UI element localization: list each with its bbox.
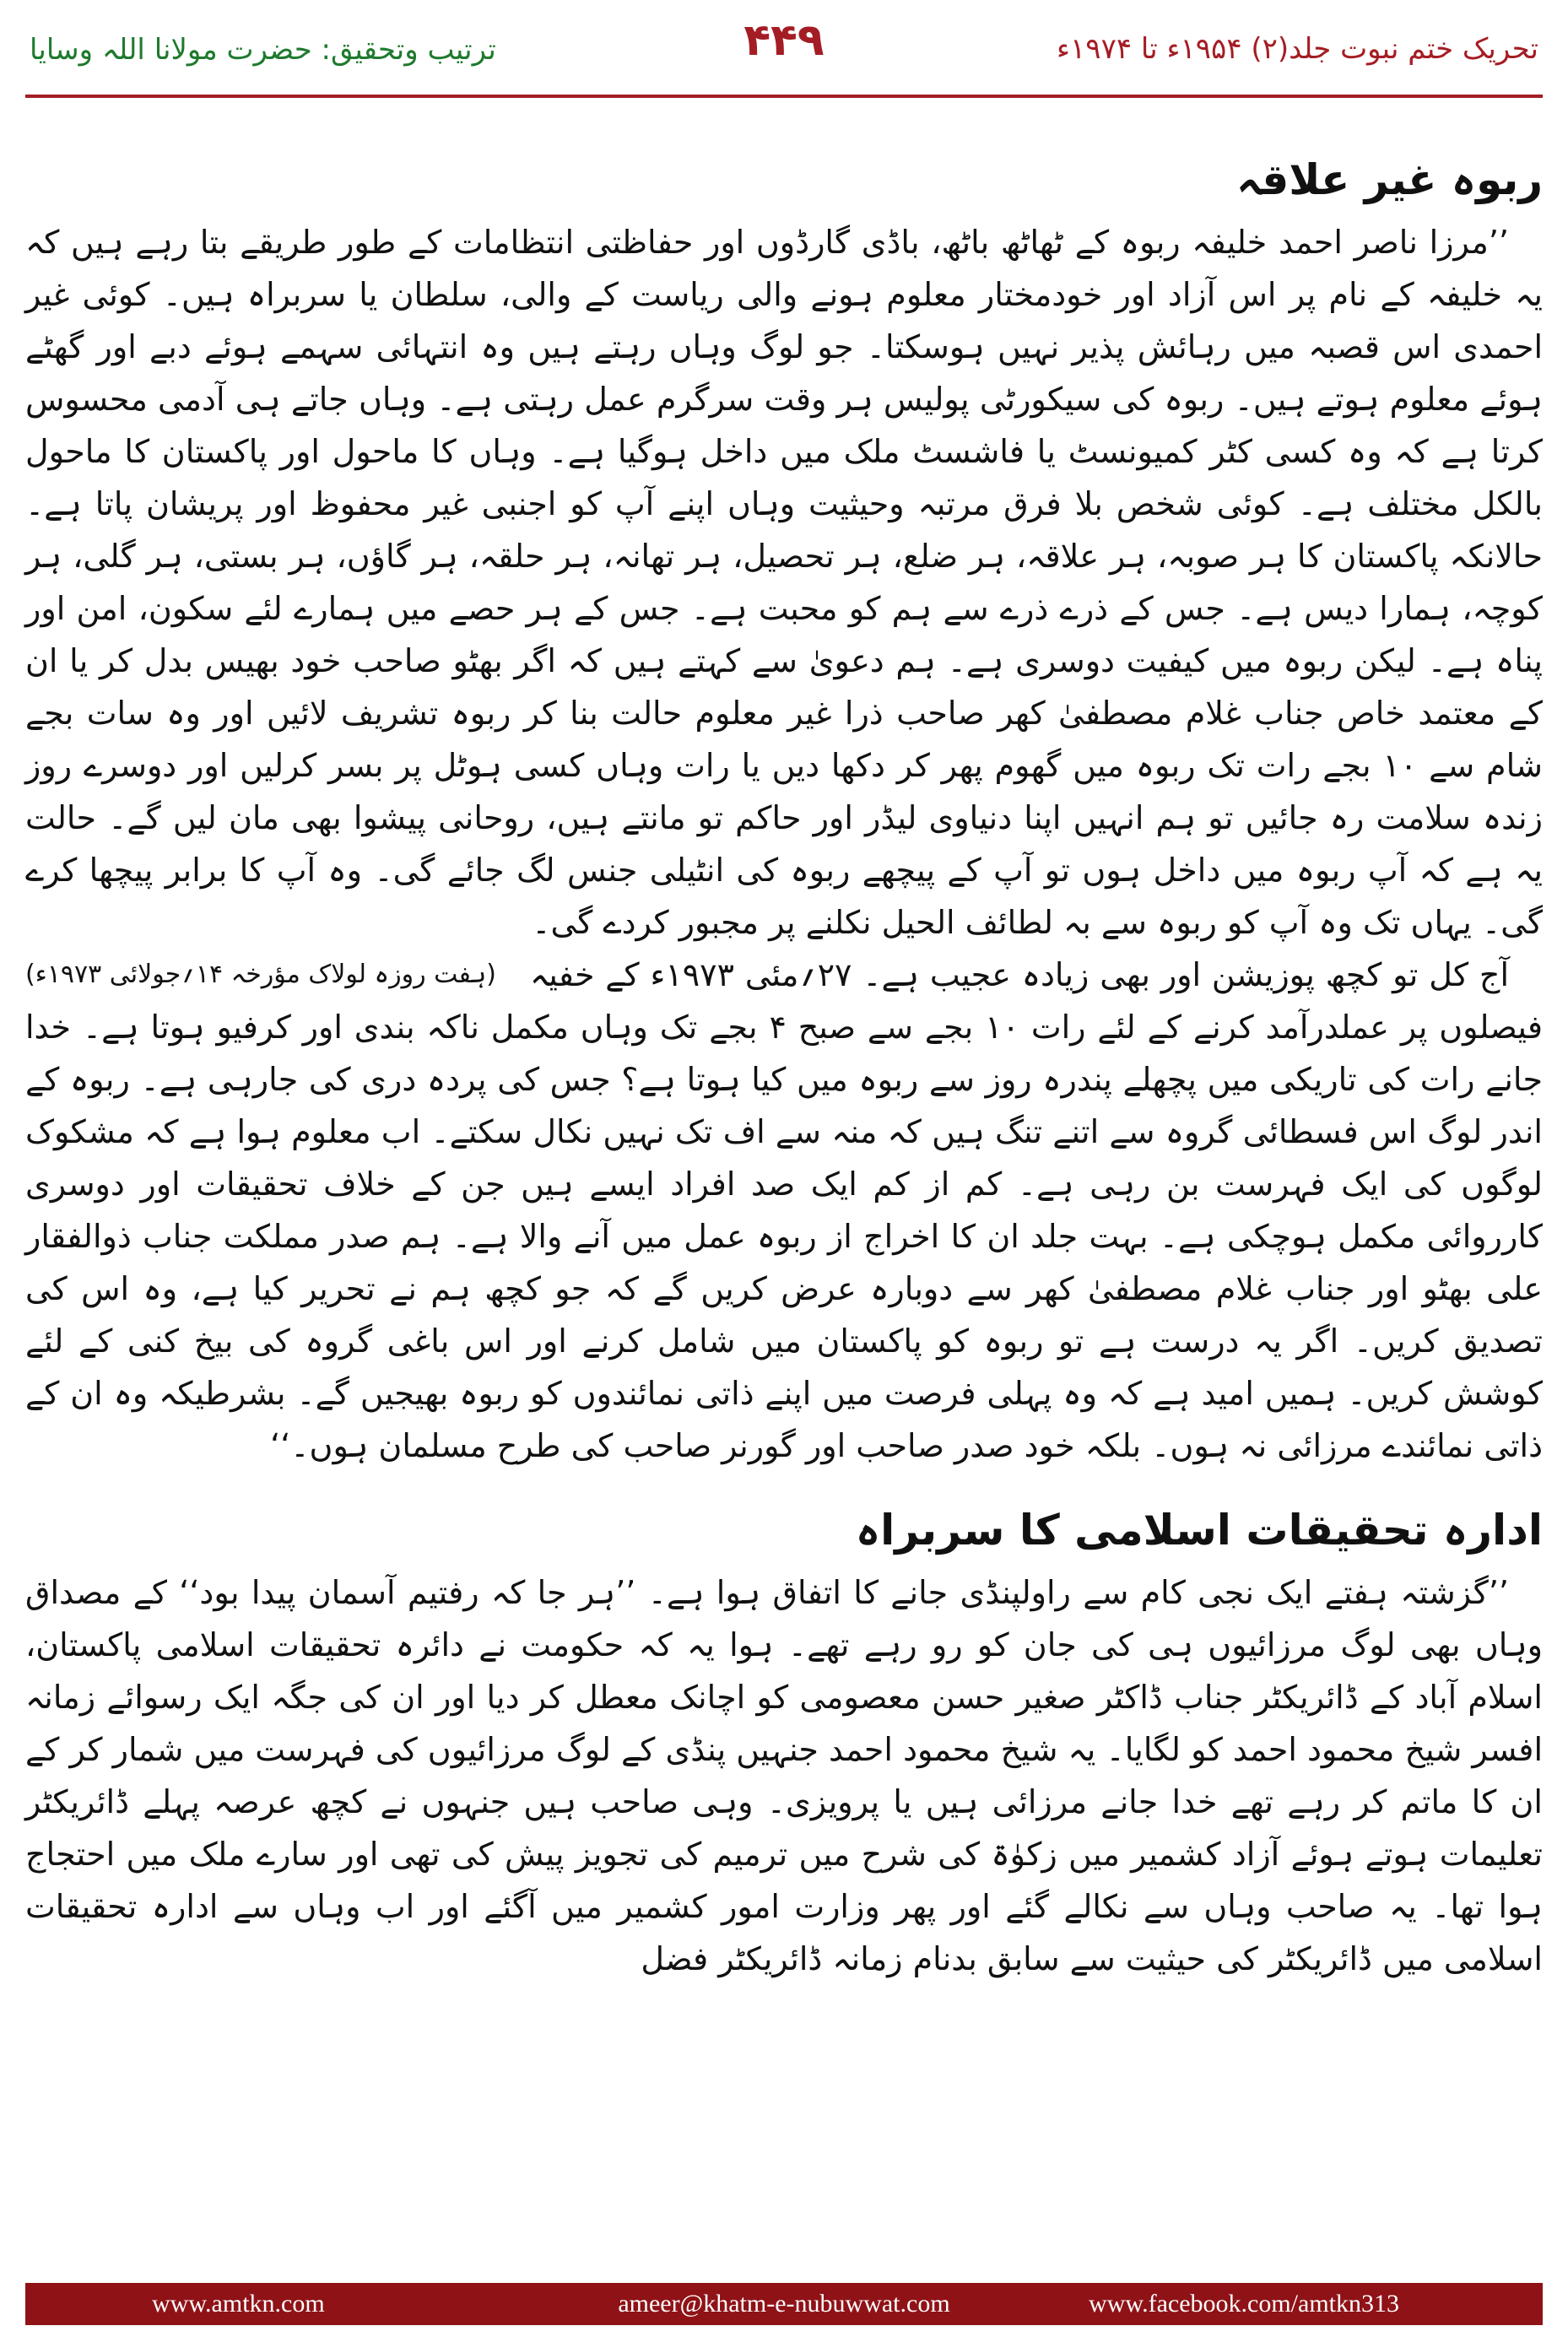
paragraph-text: آج کل تو کچھ پوزیشن اور بھی زیادہ عجیب ہے۔ ۲۷؍مئی ۱۹۷۳ء کے خفیہ فیصلوں پر عملدرآمد کرنے کے لئے رات ۱۰ بجے سے صبح ۴ بجے تک وہاں مکمل ناکہ بندی اور کرفیو ہوتا ہے۔ خدا جانے رات کی تاریکی میں پچھلے پندرہ روز سے ربوہ میں کیا ہوتا ہے؟ جس کی پردہ دری کی جارہی ہے۔ ربوہ کے اندر لوگ اس فسطائی گروہ سے اتنے تنگ ہیں کہ منہ سے اف تک نہیں نکال سکتے۔ اب معلوم ہوا ہے کہ مشکوک لوگوں کی ایک فہرست بن رہی ہے۔ کم از کم ایک صد افراد ایسے ہیں جن کے خلاف تحقیقات اور دوسری کارروائی مکمل ہوچکی ہے۔ بہت جلد ان کا اخراج از ربوہ عمل میں آنے والا ہے۔ ہم صدر مملکت جناب ذوالفقار علی بھٹو اور جناب غلام مصطفیٰ کھر سے دوبارہ عرض کریں گے کہ جو کچھ ہم نے تحریر کیا ہے، وہ اس کی تصدیق کریں۔ اگر یہ درست ہے تو ربوہ کو پاکستان میں شامل کرنے اور اس باغی گروہ کی بیخ کنی کے لئے کوشش کریں۔ ہمیں امید ہے کہ وہ پہلی فرصت میں اپنے ذاتی نمائندوں کو ربوہ بھیجیں گے۔ بشرطیکہ وہ ان کے ذاتی نمائندے مرزائی نہ ہوں۔ بلکہ خود صدر صاحب اور گورنر صاحب کی طرح مسلمان ہوں۔‘‘ xyxy=(25,956,1543,1464)
citation: (ہفت روزہ لولاک مؤرخہ ۱۴؍جولائی ۱۹۷۳ء) xyxy=(25,960,497,989)
paragraph: ’’گزشتہ ہفتے ایک نجی کام سے راولپنڈی جانے کا اتفاق ہوا ہے۔ ’’ہر جا کہ رفتیم آسمان پیدا بود‘‘ کے مصداق وہاں بھی لوگ مرزائیوں ہی کی جان کو رو رہے تھے۔ ہوا یہ کہ حکومت نے دائرہ تحقیقات اسلامی پاکستان، اسلام آباد کے ڈائریکٹر جناب ڈاکٹر صغیر حسن معصومی کو اچانک معطل کر دیا اور ان کی جگہ ایک رسوائے زمانہ افسر شیخ محمود احمد کو لگایا۔ یہ شیخ محمود احمد جنہیں پنڈی کے لوگ مرزائیوں کی فہرست میں شمار کر کے ان کا ماتم کر رہے تھے خدا جانے مرزائی ہیں یا پرویزی۔ وہی صاحب ہیں جنہوں نے کچھ عرصہ پہلے ڈائریکٹر تعلیمات ہوتے ہوئے آزاد کشمیر میں زکوٰۃ کی شرح میں ترمیم کی تجویز پیش کی تھی اور سارے ملک میں احتجاج ہوا تھا۔ یہ صاحب وہاں سے نکالے گئے اور پھر وزارت امور کشمیر میں آگئے اور اب وہاں سے ادارہ تحقیقات اسلامی میں ڈائریکٹر کی حیثیت سے سابق بدنام زمانہ ڈائریکٹر فضل xyxy=(25,1574,1543,1977)
page-body xyxy=(25,143,1543,2270)
section-heading-rabwah: ربوہ غیر علاقہ xyxy=(1236,155,1543,204)
section-heading-institute: ادارہ تحقیقات اسلامی کا سربراہ xyxy=(855,1506,1543,1555)
page-footer xyxy=(25,2283,1543,2325)
facebook-link[interactable]: www.facebook.com/amtkn313 xyxy=(1089,2290,1399,2318)
paragraph: ’’مرزا ناصر احمد خلیفہ ربوہ کے ٹھاٹھ باٹھ، باڈی گارڈوں اور حفاظتی انتظامات کے طور طریقے بتا رہے ہیں کہ یہ خلیفہ کے نام پر اس آزاد اور خودمختار معلوم ہونے والی ریاست کے والی، سلطان یا سربراہ ہیں۔ کوئی غیر احمدی اس قصبہ میں رہائش پذیر نہیں ہوسکتا۔ جو لوگ وہاں رہتے ہیں وہ انتہائی سہمے ہوئے دبے اور گھٹے ہوئے معلوم ہوتے ہیں۔ ربوہ کی سیکورٹی پولیس ہر وقت سرگرم عمل رہتی ہے۔ وہاں جاتے ہی آدمی محسوس کرتا ہے کہ وہ کسی کٹر کمیونسٹ یا فاشسٹ ملک میں داخل ہوگیا ہے۔ وہاں کا ماحول اور پاکستان کا ماحول بالکل مختلف ہے۔ کوئی شخص بلا فرق مرتبہ وحیثیت وہاں اپنے آپ کو اجنبی غیر محفوظ اور پریشان پاتا ہے۔ حالانکہ پاکستان کا ہر صوبہ، ہر علاقہ، ہر ضلع، ہر تحصیل، ہر تھانہ، ہر حلقہ، ہر گاؤں، ہر بستی، ہر گلی، ہر کوچہ، ہمارا دیس ہے۔ جس کے ذرے ذرے سے ہم کو محبت ہے۔ جس کے ہر حصے میں ہمارے لئے سکون، امن اور پناہ ہے۔ لیکن ربوہ میں کیفیت دوسری ہے۔ ہم دعویٰ سے کہتے ہیں کہ اگر بھٹو صاحب خود بھیس بدل کر یا ان کے معتمد خاص جناب غلام مصطفیٰ کھر صاحب ذرا غیر معلوم حالت بنا کر ربوہ تشریف لائیں اور وہ سات بجے شام سے ۱۰ بجے رات تک ربوہ میں گھوم پھر کر دکھا دیں یا رات وہاں کسی ہوٹل پر بسر کرلیں اور دوسرے روز زندہ سلامت رہ جائیں تو ہم انہیں اپنا دنیاوی لیڈر اور حاکم تو مانتے ہیں، روحانی پیشوا بھی مان لیں گے۔ حالت یہ ہے کہ آپ ربوہ میں داخل ہوں تو آپ کے پیچھے ربوہ کی انٹیلی جنس لگ جائے گی۔ وہ آپ کا برابر پیچھا کرے گی۔ یہاں تک وہ آپ کو ربوہ سے بہ لطائف الحیل نکلنے پر مجبور کردے گی۔ xyxy=(25,224,1544,941)
book-title: تحریک ختم نبوت جلد(۲) ۱۹۵۴ء تا ۱۹۷۴ء xyxy=(1057,32,1538,66)
email-link[interactable]: ameer@khatm-e-nubuwwat.com xyxy=(618,2290,950,2318)
website-link[interactable]: www.amtkn.com xyxy=(152,2290,325,2318)
compiler-credit: ترتیب وتحقیق: حضرت مولانا اللہ وسایا xyxy=(30,33,496,67)
page-header xyxy=(0,0,1568,93)
paragraph xyxy=(25,949,1543,1472)
page-number: ۴۴۹ xyxy=(743,15,825,66)
header-divider xyxy=(25,95,1543,98)
